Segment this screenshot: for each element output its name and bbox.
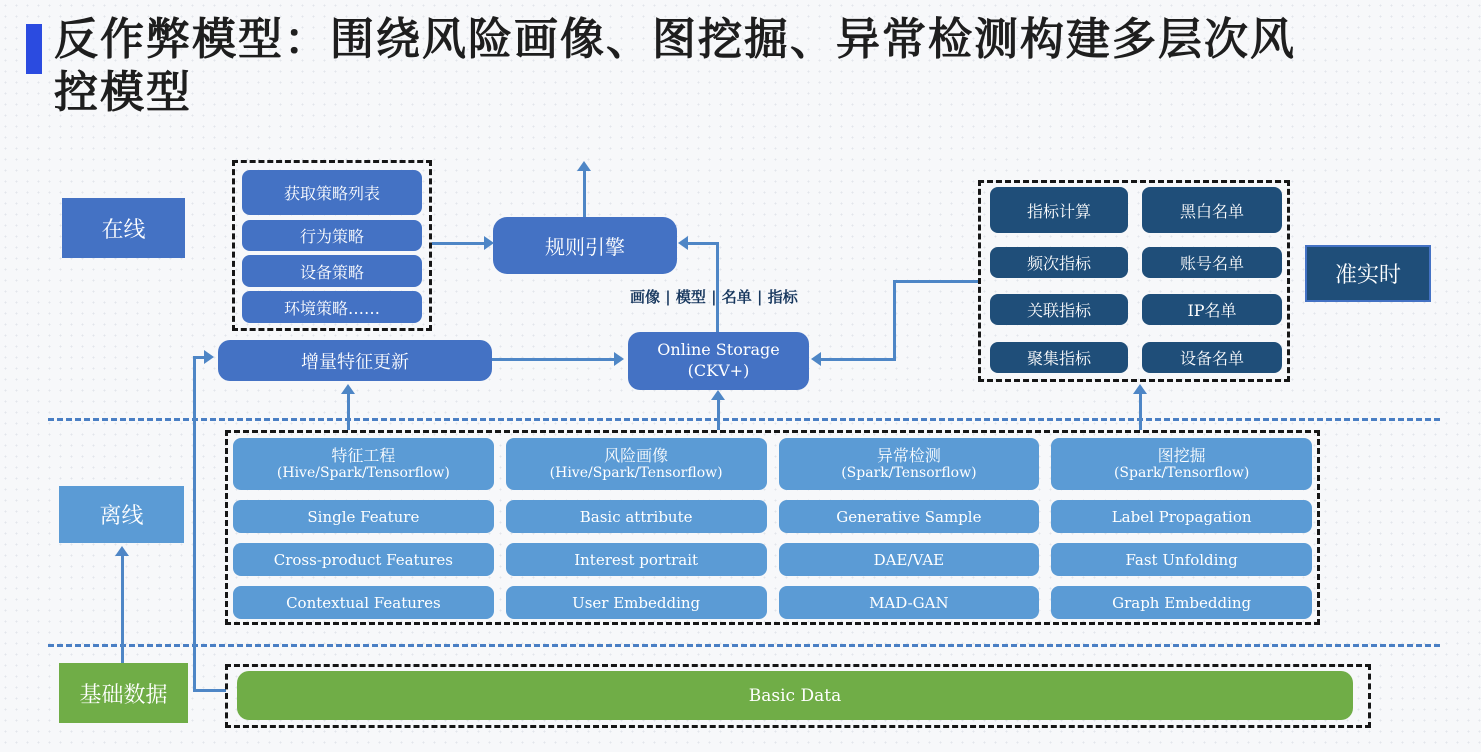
title-accent-bar [26,24,42,74]
online-storage-line2: (CKV+) [687,361,750,380]
offline-col2-header [506,438,767,490]
connector-basicdata-to-incremental-h1 [193,689,226,692]
offline-col1-header [233,438,494,490]
connector-ruleengine-out [583,170,586,217]
online-storage-box [628,332,809,390]
rt-ip-list: IP名单 [1142,294,1282,325]
connector-strategy-to-ruleengine [432,242,486,245]
offline-columns [233,438,1312,619]
rt-relation-indicator: 关联指标 [990,294,1128,325]
data-types-label: 画像 | 模型 | 名单 | 指标 [630,288,798,306]
rt-device-list: 设备名单 [1142,342,1282,373]
offline-col1-subtitle: (Hive/Spark/Tensorflow) [276,465,450,482]
rt-cluster-indicator: 聚集指标 [990,342,1128,373]
offline-col2-item1: Basic attribute [506,500,767,533]
offline-col-graph-mining [1051,438,1312,619]
offline-col4-header [1051,438,1312,490]
online-storage-line1: Online Storage [657,340,780,360]
offline-col2-item3: User Embedding [506,586,767,619]
arrowhead-storage-to-ruleengine [678,236,688,250]
connector-offline-to-storage [717,398,720,430]
strategy-get-list: 获取策略列表 [242,170,422,215]
connector-realtime-to-storage-h1 [894,280,978,283]
connector-realtime-to-storage-h2 [820,358,896,361]
arrowhead-incremental-to-storage [614,352,624,366]
arrowhead-basicdata-to-incremental [204,350,214,364]
arrowhead-basic-to-offline [115,546,129,556]
offline-col-feature-engineering [233,438,494,619]
offline-col1-item3: Contextual Features [233,586,494,619]
offline-col3-item2: DAE/VAE [779,543,1040,576]
offline-col1-title: 特征工程 [331,446,396,465]
offline-col2-subtitle: (Hive/Spark/Tensorflow) [549,465,723,482]
offline-col4-title: 图挖掘 [1157,446,1206,465]
offline-col3-item1: Generative Sample [779,500,1040,533]
offline-col3-title: 异常检测 [876,446,941,465]
title-block [26,14,1332,120]
arrowhead-offline-to-realtime [1133,384,1147,394]
rt-frequency-indicator: 频次指标 [990,247,1128,278]
strategy-device: 设备策略 [242,255,422,287]
offline-col1-item2: Cross-product Features [233,543,494,576]
offline-col4-subtitle: (Spark/Tensorflow) [1113,465,1250,482]
arrowhead-offline-to-incremental [341,384,355,394]
connector-realtime-to-storage-v [893,280,896,361]
offline-col3-item3: MAD-GAN [779,586,1040,619]
connector-offline-to-realtime [1139,392,1142,430]
offline-col4-item3: Graph Embedding [1051,586,1312,619]
connector-offline-to-incremental [347,392,350,430]
offline-col4-item2: Fast Unfolding [1051,543,1312,576]
connector-basic-to-offline [121,554,124,663]
rt-account-list: 账号名单 [1142,247,1282,278]
arrowhead-strategy-to-ruleengine [484,236,494,250]
arrowhead-offline-to-storage [711,390,725,400]
connector-incremental-to-storage [492,358,618,361]
offline-col-anomaly-detection [779,438,1040,619]
online-offline-divider [48,418,1440,421]
offline-col2-item2: Interest portrait [506,543,767,576]
strategy-behavior: 行为策略 [242,220,422,251]
connector-basicdata-to-incremental-v [193,356,196,692]
rt-indicator-calc: 指标计算 [990,187,1128,233]
incremental-feature-update-box: 增量特征更新 [218,340,492,381]
page-title: 反作弊模型：围绕风险画像、图挖掘、异常检测构建多层次风控模型 [54,15,1296,117]
offline-col2-title: 风险画像 [604,446,669,465]
arrowhead-realtime-to-storage [811,352,821,366]
offline-col4-item1: Label Propagation [1051,500,1312,533]
rt-blackwhite-list: 黑白名单 [1142,187,1282,233]
offline-basic-divider [48,644,1440,647]
offline-col1-item1: Single Feature [233,500,494,533]
lane-label-offline: 离线 [59,486,184,543]
lane-label-quasi-realtime: 准实时 [1305,245,1431,302]
strategy-environment: 环境策略…… [242,291,422,323]
connector-storage-to-ruleengine-h [687,242,719,245]
offline-col-risk-portrait [506,438,767,619]
lane-label-basic-data: 基础数据 [59,663,188,723]
basic-data-bar: Basic Data [237,671,1353,720]
rule-engine-box: 规则引擎 [493,217,677,274]
offline-col3-header [779,438,1040,490]
lane-label-online: 在线 [62,198,185,258]
arrowhead-ruleengine-out [577,161,591,171]
offline-col3-subtitle: (Spark/Tensorflow) [841,465,977,482]
